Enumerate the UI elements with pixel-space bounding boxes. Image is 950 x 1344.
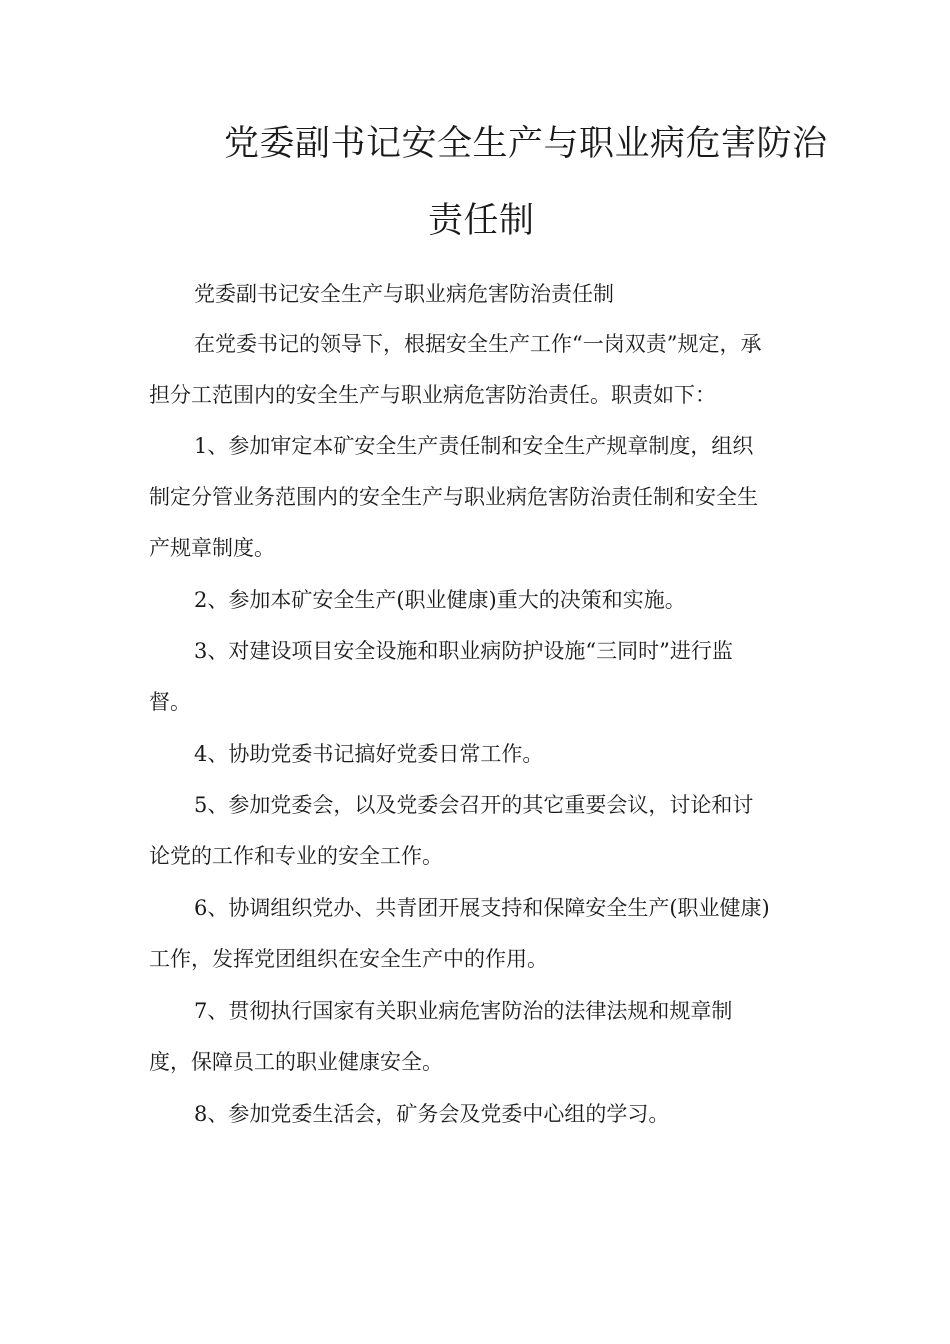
document-title-line-1: 党委副书记安全生产与职业病危害防治 <box>224 124 828 164</box>
body-line-item6-1: 6、协调组织党办、共青团开展支持和保障安全生产(职业健康) <box>194 896 770 920</box>
body-line-item8: 8、参加党委生活会，矿务会及党委中心组的学习。 <box>194 1102 670 1126</box>
body-line-item3-1: 3、对建设项目安全设施和职业病防护设施“三同时”进行监 <box>194 639 733 663</box>
body-line-intro-2: 担分工范围内的安全生产与职业病危害防治责任。职责如下： <box>149 383 716 407</box>
body-line-item3-2: 督。 <box>149 690 191 714</box>
body-line-intro-1: 在党委书记的领导下，根据安全生产工作“一岗双责”规定，承 <box>194 332 762 356</box>
body-line-item1-3: 产规章制度。 <box>149 536 275 560</box>
body-line-item2: 2、参加本矿安全生产(职业健康)重大的决策和实施。 <box>194 588 686 612</box>
body-line-item7-2: 度，保障员工的职业健康安全。 <box>149 1050 443 1074</box>
body-line-item5-1: 5、参加党委会，以及党委会召开的其它重要会议，讨论和讨 <box>194 793 754 817</box>
body-line-item7-1: 7、贯彻执行国家有关职业病危害防治的法律法规和规章制 <box>194 999 733 1023</box>
body-line-item1-2: 制定分管业务范围内的安全生产与职业病危害防治责任制和安全生 <box>149 485 758 509</box>
body-line-item1-1: 1、参加审定本矿安全生产责任制和安全生产规章制度，组织 <box>194 434 754 458</box>
body-line-item4: 4、协助党委书记搞好党委日常工作。 <box>194 742 544 766</box>
body-line-item5-2: 论党的工作和专业的安全工作。 <box>149 844 443 868</box>
document-title-line-2: 责任制 <box>428 201 535 241</box>
body-line-subtitle: 党委副书记安全生产与职业病危害防治责任制 <box>194 282 614 306</box>
body-line-item6-2: 工作，发挥党团组织在安全生产中的作用。 <box>149 947 548 971</box>
